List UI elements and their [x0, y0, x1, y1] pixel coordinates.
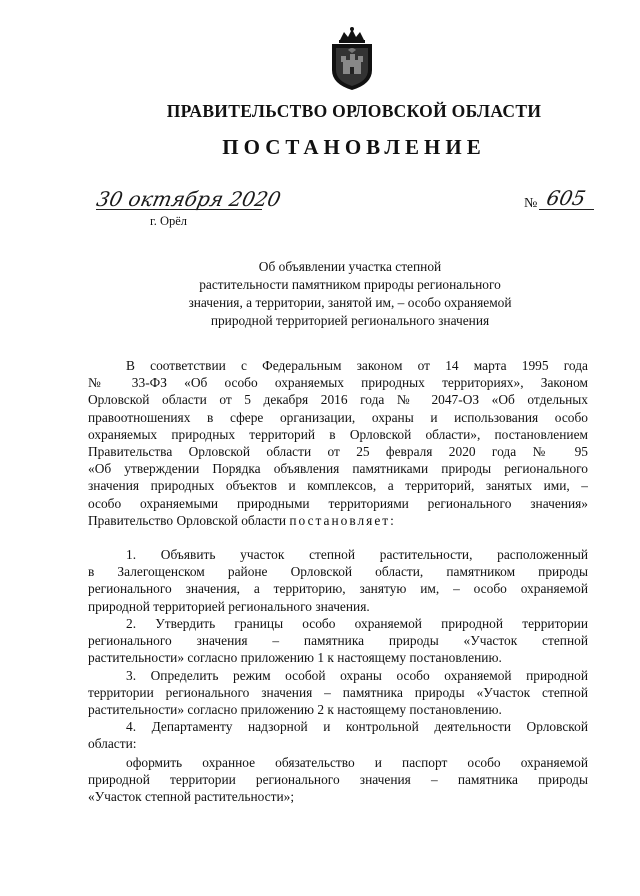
- paragraph-line: растительности» согласно приложению 2 к настоящему постановлению.: [88, 702, 502, 718]
- paragraph-line: растительности» согласно приложению 1 к настоящему постановлению.: [88, 650, 502, 666]
- paragraph-line: правоотношениях в сфере организации, охраны и использования особо: [88, 409, 588, 425]
- preamble-subject: Правительство Орловской области: [88, 512, 287, 528]
- paragraph-line: особо охраняемыми природными территориями регионального значения»: [88, 495, 588, 511]
- paragraph-line: в Залегощенском районе Орловской области, памятником природы: [88, 564, 588, 580]
- paragraph-line: В соответствии с Федеральным законом от 14 марта 1995 года: [126, 358, 588, 373]
- paragraph-line: оформить охранное обязательство и паспорт особо охраняемой: [126, 755, 588, 770]
- paragraph-line: регионального значения, а территорию, занятую им, – особо охраняемой: [88, 581, 588, 597]
- item-2-paragraph: [88, 615, 588, 667]
- subject-line: растительности памятником природы регионального: [199, 277, 501, 292]
- decree-date-handwritten: 30 октября 2020: [94, 187, 284, 211]
- paragraph-line: «Участок степной растительности»;: [88, 789, 295, 805]
- subject-line: природной территорией регионального значения: [210, 313, 490, 328]
- paragraph-line: территории регионального значения – памятника природы «Участок степной: [88, 685, 588, 701]
- paragraph-line: значения природных объектов и комплексов, а территорий, занятых ими, –: [88, 478, 588, 494]
- paragraph-line: Правительства Орловской области от 25 февраля 2020 года № 95: [88, 443, 588, 459]
- date-underline: [96, 209, 262, 210]
- paragraph-line: 2. Утвердить границы особо охраняемой природной территории: [126, 616, 588, 631]
- resolves-verb: постановляет:: [289, 512, 396, 528]
- item-1-paragraph: [88, 546, 588, 615]
- number-label: №: [524, 196, 538, 211]
- paragraph-line: природной территории регионального значения – памятника природы: [88, 772, 588, 788]
- paragraph-line: области:: [88, 736, 137, 752]
- subject-line: значения, а территории, занятой им, – особо охраняемой: [188, 295, 512, 310]
- paragraph-line: 1. Объявить участок степной растительности, расположенный: [126, 547, 588, 562]
- paragraph-line: «Об утверждении Порядка объявления памятниками природы регионального: [88, 461, 588, 477]
- paragraph-line: регионального значения – памятника природы «Участок степной: [88, 633, 588, 649]
- paragraph-line: № 33-ФЗ «Об особо охраняемых природных территориях», Законом: [88, 375, 588, 391]
- decree-subject: [150, 258, 550, 330]
- preamble-paragraph: [88, 357, 588, 529]
- paragraph-line: [88, 512, 588, 529]
- item-3-paragraph: [88, 667, 588, 719]
- paragraph-line: Орловской области от 5 декабря 2016 года № 2047-ОЗ «Об отдельных: [88, 392, 588, 408]
- item-4-subparagraph: [88, 754, 588, 806]
- number-underline: [539, 209, 594, 210]
- orel-region-coat-of-arms-icon: [326, 26, 378, 92]
- paragraph-line: 3. Определить режим особой охраны особо охраняемой природной: [126, 668, 588, 683]
- city-label: г. Орёл: [150, 214, 188, 228]
- government-title: ПРАВИТЕЛЬСТВО ОРЛОВСКОЙ ОБЛАСТИ: [166, 101, 542, 121]
- paragraph-line: 4. Департаменту надзорной и контрольной деятельности Орловской: [126, 719, 588, 734]
- paragraph-line: природной территорией регионального значения.: [88, 598, 370, 614]
- document-type-title: ПОСТАНОВЛЕНИЕ: [222, 135, 486, 159]
- item-4-paragraph: [88, 718, 588, 752]
- paragraph-line: охраняемых природных территорий в Орловской области», постановлением: [88, 426, 588, 442]
- subject-line: Об объявлении участка степной: [258, 259, 442, 274]
- decree-number-handwritten: 605: [544, 186, 588, 210]
